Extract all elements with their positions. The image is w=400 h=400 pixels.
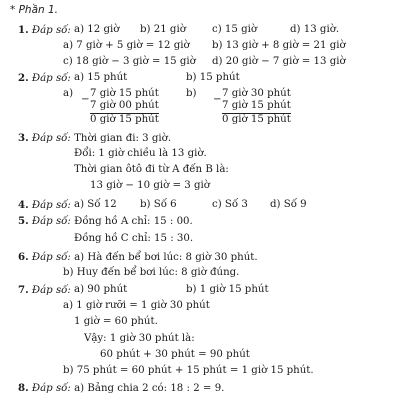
q2-a-minuend: 7 giờ 15 phút (90, 88, 159, 99)
q2-b-label: b) (186, 88, 197, 99)
q2-a-label: a) (63, 88, 74, 99)
q4-opt-c: c) Số 3 (212, 199, 248, 210)
q3-number: 3. (18, 132, 29, 144)
q7-opt-a: a) 90 phút (74, 284, 128, 295)
q8-answer-label: Đáp số: (31, 383, 71, 394)
q7-line (18, 284, 71, 297)
q7-line-a4: 60 phút + 30 phút = 90 phút (100, 349, 250, 360)
q6-line (18, 251, 258, 264)
q3-line (18, 132, 171, 145)
q3-line1: Thời gian đi: 3 giờ. (74, 133, 172, 144)
q7-line-a1: a) 1 giờ rưỡi = 1 giờ 30 phút (63, 300, 210, 311)
q1-opt-a: a) 12 giờ (74, 24, 120, 35)
q2-b-result: 0 giờ 15 phút (222, 114, 291, 125)
q7-line-b: b) 75 phút = 60 phút + 15 phút = 1 giờ 15 phút. (63, 365, 314, 376)
section-heading: * Phần 1. (10, 4, 59, 16)
q8-number: 8. (18, 382, 29, 394)
q4-answer-label: Đáp số: (31, 200, 71, 211)
q7-answer-label: Đáp số: (31, 285, 71, 296)
q4-opt-d: d) Số 9 (270, 199, 307, 210)
q8-line (18, 382, 224, 395)
q1-opt-b: b) 21 giờ (140, 24, 186, 35)
q2-b-minuend: 7 giờ 30 phút (222, 88, 291, 99)
q3-line4: 13 giờ − 10 giờ = 3 giờ (90, 180, 210, 191)
q2-b-minus-sign: − (213, 94, 222, 105)
q5-number: 5. (18, 215, 29, 227)
q1-calc-a: a) 7 giờ + 5 giờ = 12 giờ (63, 40, 190, 51)
q2-line (18, 72, 71, 85)
q3-line3: Thời gian ôtô đi từ A đến B là: (74, 164, 229, 175)
q7-line-a2: 1 giờ = 60 phút. (74, 316, 158, 327)
q5-line2: Đồng hồ C chỉ: 15 : 30. (74, 233, 194, 244)
q5-answer-label: Đáp số: (31, 216, 71, 227)
q4-line (18, 199, 71, 212)
q1-answer-label: Đáp số: (31, 25, 71, 36)
q4-number: 4. (18, 199, 29, 211)
q1-opt-c: c) 15 giờ (212, 24, 258, 35)
q2-number: 2. (18, 72, 29, 84)
q1-line (18, 24, 71, 37)
q8-line1: a) Bảng chia 2 có: 18 : 2 = 9. (74, 383, 225, 394)
q6-number: 6. (18, 251, 29, 263)
q4-opt-b: b) Số 6 (140, 199, 177, 210)
q5-line1: Đồng hồ A chỉ: 15 : 00. (74, 216, 193, 227)
q7-opt-b: b) 1 giờ 15 phút (186, 284, 269, 295)
q6-line1: a) Hà đến bể bơi lúc: 8 giờ 30 phút. (74, 252, 258, 263)
q2-b-subtrahend: 7 giờ 15 phút (222, 100, 291, 111)
q6-answer-label: Đáp số: (31, 252, 71, 263)
q7-line-a3: Vậy: 1 giờ 30 phút là: (84, 333, 195, 344)
q2-a-subtrahend: 7 giờ 00 phút (90, 100, 159, 111)
q3-answer-label: Đáp số: (31, 133, 71, 144)
q1-number: 1. (18, 24, 29, 36)
q5-line (18, 215, 193, 228)
q1-opt-d: d) 13 giờ. (290, 24, 340, 35)
q2-answer-label: Đáp số: (31, 73, 71, 84)
q1-calc-c: c) 18 giờ − 3 giờ = 15 giờ (63, 56, 196, 67)
q2-opt-a: a) 15 phút (74, 72, 128, 83)
q2-a-minus-sign: − (81, 94, 90, 105)
q1-calc-b: b) 13 giờ + 8 giờ = 21 giờ (212, 40, 346, 51)
q2-opt-b: b) 15 phút (186, 72, 240, 83)
q1-calc-d: d) 20 giờ − 7 giờ = 13 giờ (212, 56, 346, 67)
q2-b-subtraction (222, 88, 291, 126)
q3-line2: Đổi: 1 giờ chiều là 13 giờ. (74, 148, 207, 159)
q4-opt-a: a) Số 12 (74, 199, 117, 210)
q2-a-subtraction (90, 88, 159, 126)
q2-a-result: 0 giờ 15 phút (90, 114, 159, 125)
q7-number: 7. (18, 284, 29, 296)
q6-line2: b) Huy đến bể bơi lúc: 8 giờ đúng. (63, 267, 240, 278)
